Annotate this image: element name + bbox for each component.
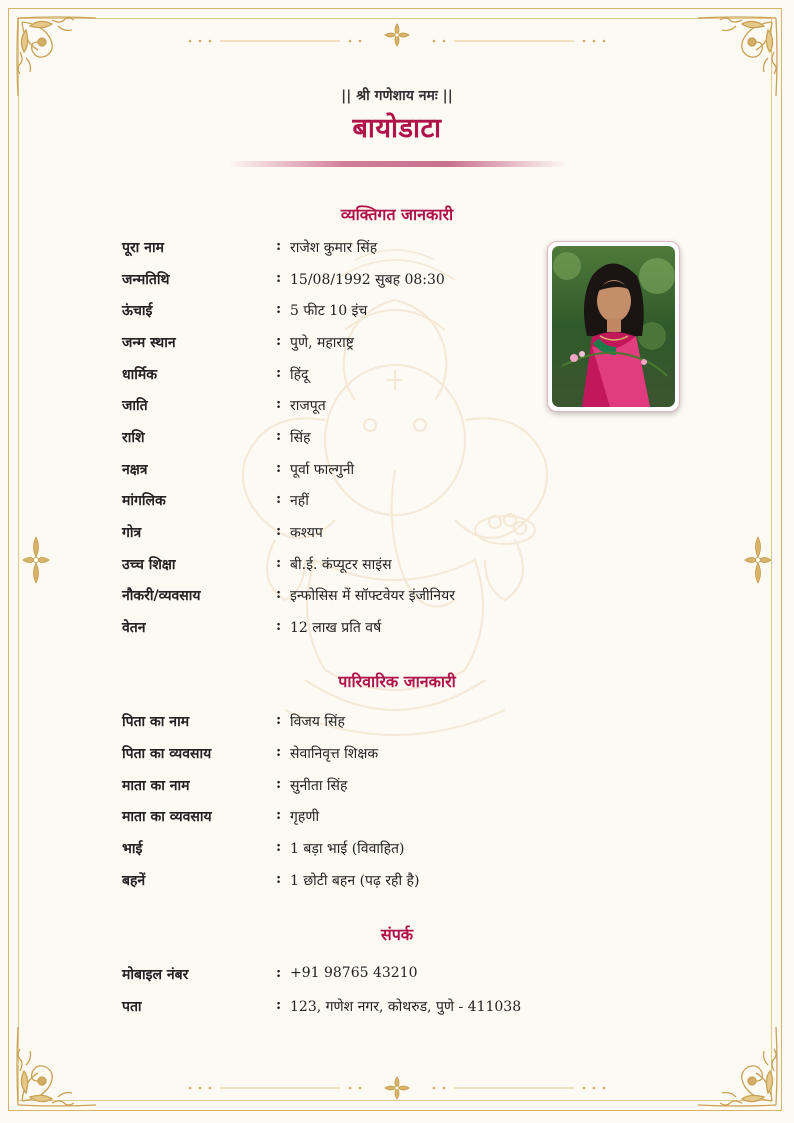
- row-colon: :: [276, 523, 282, 539]
- row-label: बहनें: [122, 873, 146, 889]
- row-colon: :: [276, 871, 282, 887]
- family-section-title: पारिवारिक जानकारी: [338, 672, 456, 691]
- row-label: उच्च शिक्षा: [122, 557, 176, 573]
- row-colon: :: [276, 396, 282, 412]
- row-label: वेतन: [122, 620, 146, 636]
- row-label: राशि: [122, 430, 145, 446]
- row-value: पुणे, महाराष्ट्र: [290, 335, 354, 351]
- row-colon: :: [276, 333, 282, 349]
- row-value: +91 98765 43210: [290, 965, 418, 981]
- contact-section-title: संपर्क: [380, 925, 414, 944]
- row-value: 15/08/1992 सुबह 08:30: [290, 272, 445, 288]
- row-colon: :: [276, 238, 282, 254]
- row-label: गोत्र: [122, 525, 142, 541]
- row-value: सुनीता सिंह: [290, 778, 348, 794]
- row-value: सेवानिवृत्त शिक्षक: [290, 746, 379, 762]
- row-value: इन्फोसिस में सॉफ्टवेयर इंजीनियर: [290, 588, 455, 604]
- row-value: बी.ई. कंप्यूटर साइंस: [290, 557, 392, 573]
- row-label: मांगलिक: [122, 493, 166, 509]
- row-colon: :: [276, 712, 282, 728]
- personal-section-title: व्यक्तिगत जानकारी: [340, 205, 454, 224]
- row-label: माता का नाम: [122, 778, 190, 794]
- floral-corner-ornament-icon: [12, 1021, 102, 1111]
- row-value: नहीं: [290, 493, 309, 509]
- side-ornament-icon: [743, 535, 773, 585]
- row-value: 12 लाख प्रति वर्ष: [290, 620, 382, 636]
- row-value: कश्यप: [290, 525, 323, 541]
- row-colon: :: [276, 491, 282, 507]
- profile-photo-image: [552, 246, 675, 407]
- row-colon: :: [276, 365, 282, 381]
- row-colon: :: [276, 839, 282, 855]
- row-value: राजेश कुमार सिंह: [290, 240, 378, 256]
- row-label: भाई: [122, 841, 143, 857]
- lotus-ornament-icon: [383, 1075, 411, 1101]
- profile-photo: [547, 241, 680, 412]
- row-value: विजय सिंह: [290, 714, 345, 730]
- row-value: 5 फीट 10 इंच: [290, 303, 368, 319]
- row-label: धार्मिक: [122, 367, 157, 383]
- page-title: बायोडाटा: [352, 113, 442, 144]
- row-colon: :: [276, 618, 282, 634]
- row-label: माता का व्यवसाय: [122, 809, 212, 825]
- row-label: जाति: [122, 398, 148, 414]
- row-value: 1 छोटी बहन (पढ़ रही है): [290, 873, 420, 889]
- row-label: पूरा नाम: [122, 240, 164, 256]
- row-colon: :: [276, 997, 282, 1013]
- row-label: पिता का नाम: [122, 714, 190, 730]
- row-value: राजपूत: [290, 398, 326, 414]
- side-ornament-icon: [21, 535, 51, 585]
- row-value: हिंदू: [290, 367, 309, 383]
- row-label: जन्म स्थान: [122, 335, 176, 351]
- row-label: पता: [122, 999, 142, 1015]
- row-colon: :: [276, 460, 282, 476]
- row-colon: :: [276, 586, 282, 602]
- row-label: नौकरी/व्यवसाय: [122, 588, 201, 604]
- row-colon: :: [276, 270, 282, 286]
- floral-corner-ornament-icon: [692, 1021, 782, 1111]
- lotus-ornament-icon: [383, 22, 411, 48]
- row-colon: :: [276, 301, 282, 317]
- row-colon: :: [276, 807, 282, 823]
- row-value: पूर्वा फाल्गुनी: [290, 462, 355, 478]
- row-label: जन्मतिथि: [122, 272, 170, 288]
- row-colon: :: [276, 776, 282, 792]
- title-underline: [228, 161, 566, 167]
- row-label: नक्षत्र: [122, 462, 148, 478]
- row-colon: :: [276, 744, 282, 760]
- row-colon: :: [276, 428, 282, 444]
- row-value: गृहणी: [290, 809, 320, 825]
- row-label: ऊंचाई: [122, 303, 153, 319]
- row-label: मोबाइल नंबर: [122, 967, 189, 983]
- invocation-text: || श्री गणेशाय नमः ||: [341, 88, 453, 104]
- row-value: 1 बड़ा भाई (विवाहित): [290, 841, 405, 857]
- row-value: 123, गणेश नगर, कोथरुड, पुणे - 411038: [290, 999, 522, 1015]
- row-value: सिंह: [290, 430, 311, 446]
- row-label: पिता का व्यवसाय: [122, 746, 212, 762]
- row-colon: :: [276, 555, 282, 571]
- row-colon: :: [276, 965, 282, 981]
